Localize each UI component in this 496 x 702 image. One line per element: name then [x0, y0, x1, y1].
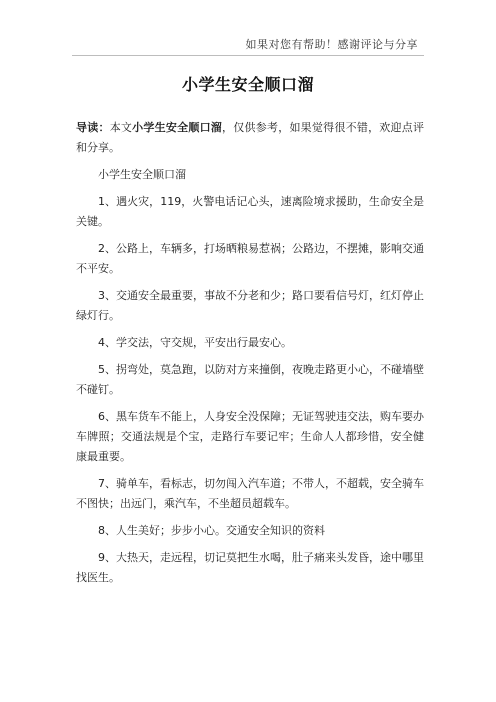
list-item: 3、交通安全最重要，事故不分老和少；路口要看信号灯，红灯停止绿灯行。	[76, 289, 424, 322]
lead-post: ，仅供参考，如果觉得很不错，欢迎点评和分享。	[76, 121, 425, 154]
section-subtitle: 小学生安全顺口溜	[98, 168, 186, 181]
page-title: 小学生安全顺口溜	[181, 75, 314, 94]
header-note: 如果对您有帮助！感谢评论与分享	[245, 38, 418, 51]
document-body	[76, 118, 424, 595]
header-divider	[72, 55, 424, 56]
lead-strong: 小学生安全顺口溜	[132, 121, 223, 134]
list-item: 9、大热天，走远程，切记莫把生水喝，肚子痛来头发昏，途中哪里找医生。	[76, 551, 424, 584]
lead-pre: 本文	[109, 121, 133, 134]
list-item: 4、学交法，守交规，平安出行最安心。	[98, 336, 292, 349]
list-item: 5、拐弯处，莫急跑，以防对方来撞倒，夜晚走路更小心，不碰墙壁不碰钉。	[76, 363, 424, 396]
list-item: 7、骑单车，看标志，切勿闯入汽车道；不带人，不超载，安全骑车不图快；出远门，乘汽车，不坐超员超载车。	[76, 477, 424, 510]
list-item: 1、遇火灾，119，火警电话记心头，速离险境求援助，生命安全是关键。	[76, 195, 424, 228]
list-item: 6、黑车货车不能上，人身安全没保障；无证驾驶违交法，购车要办车牌照；交通法规是个宝，走路行车要记牢；生命人人都珍惜，安全健康最重要。	[76, 410, 424, 463]
list-item: 2、公路上，车辆多，打场晒粮易惹祸；公路边，不摆摊，影响交通不平安。	[76, 242, 424, 275]
lead-paragraph	[76, 118, 424, 158]
list-item: 8、人生美好；步步小心。交通安全知识的资料	[98, 524, 325, 537]
lead-label: 导读：	[76, 121, 110, 134]
